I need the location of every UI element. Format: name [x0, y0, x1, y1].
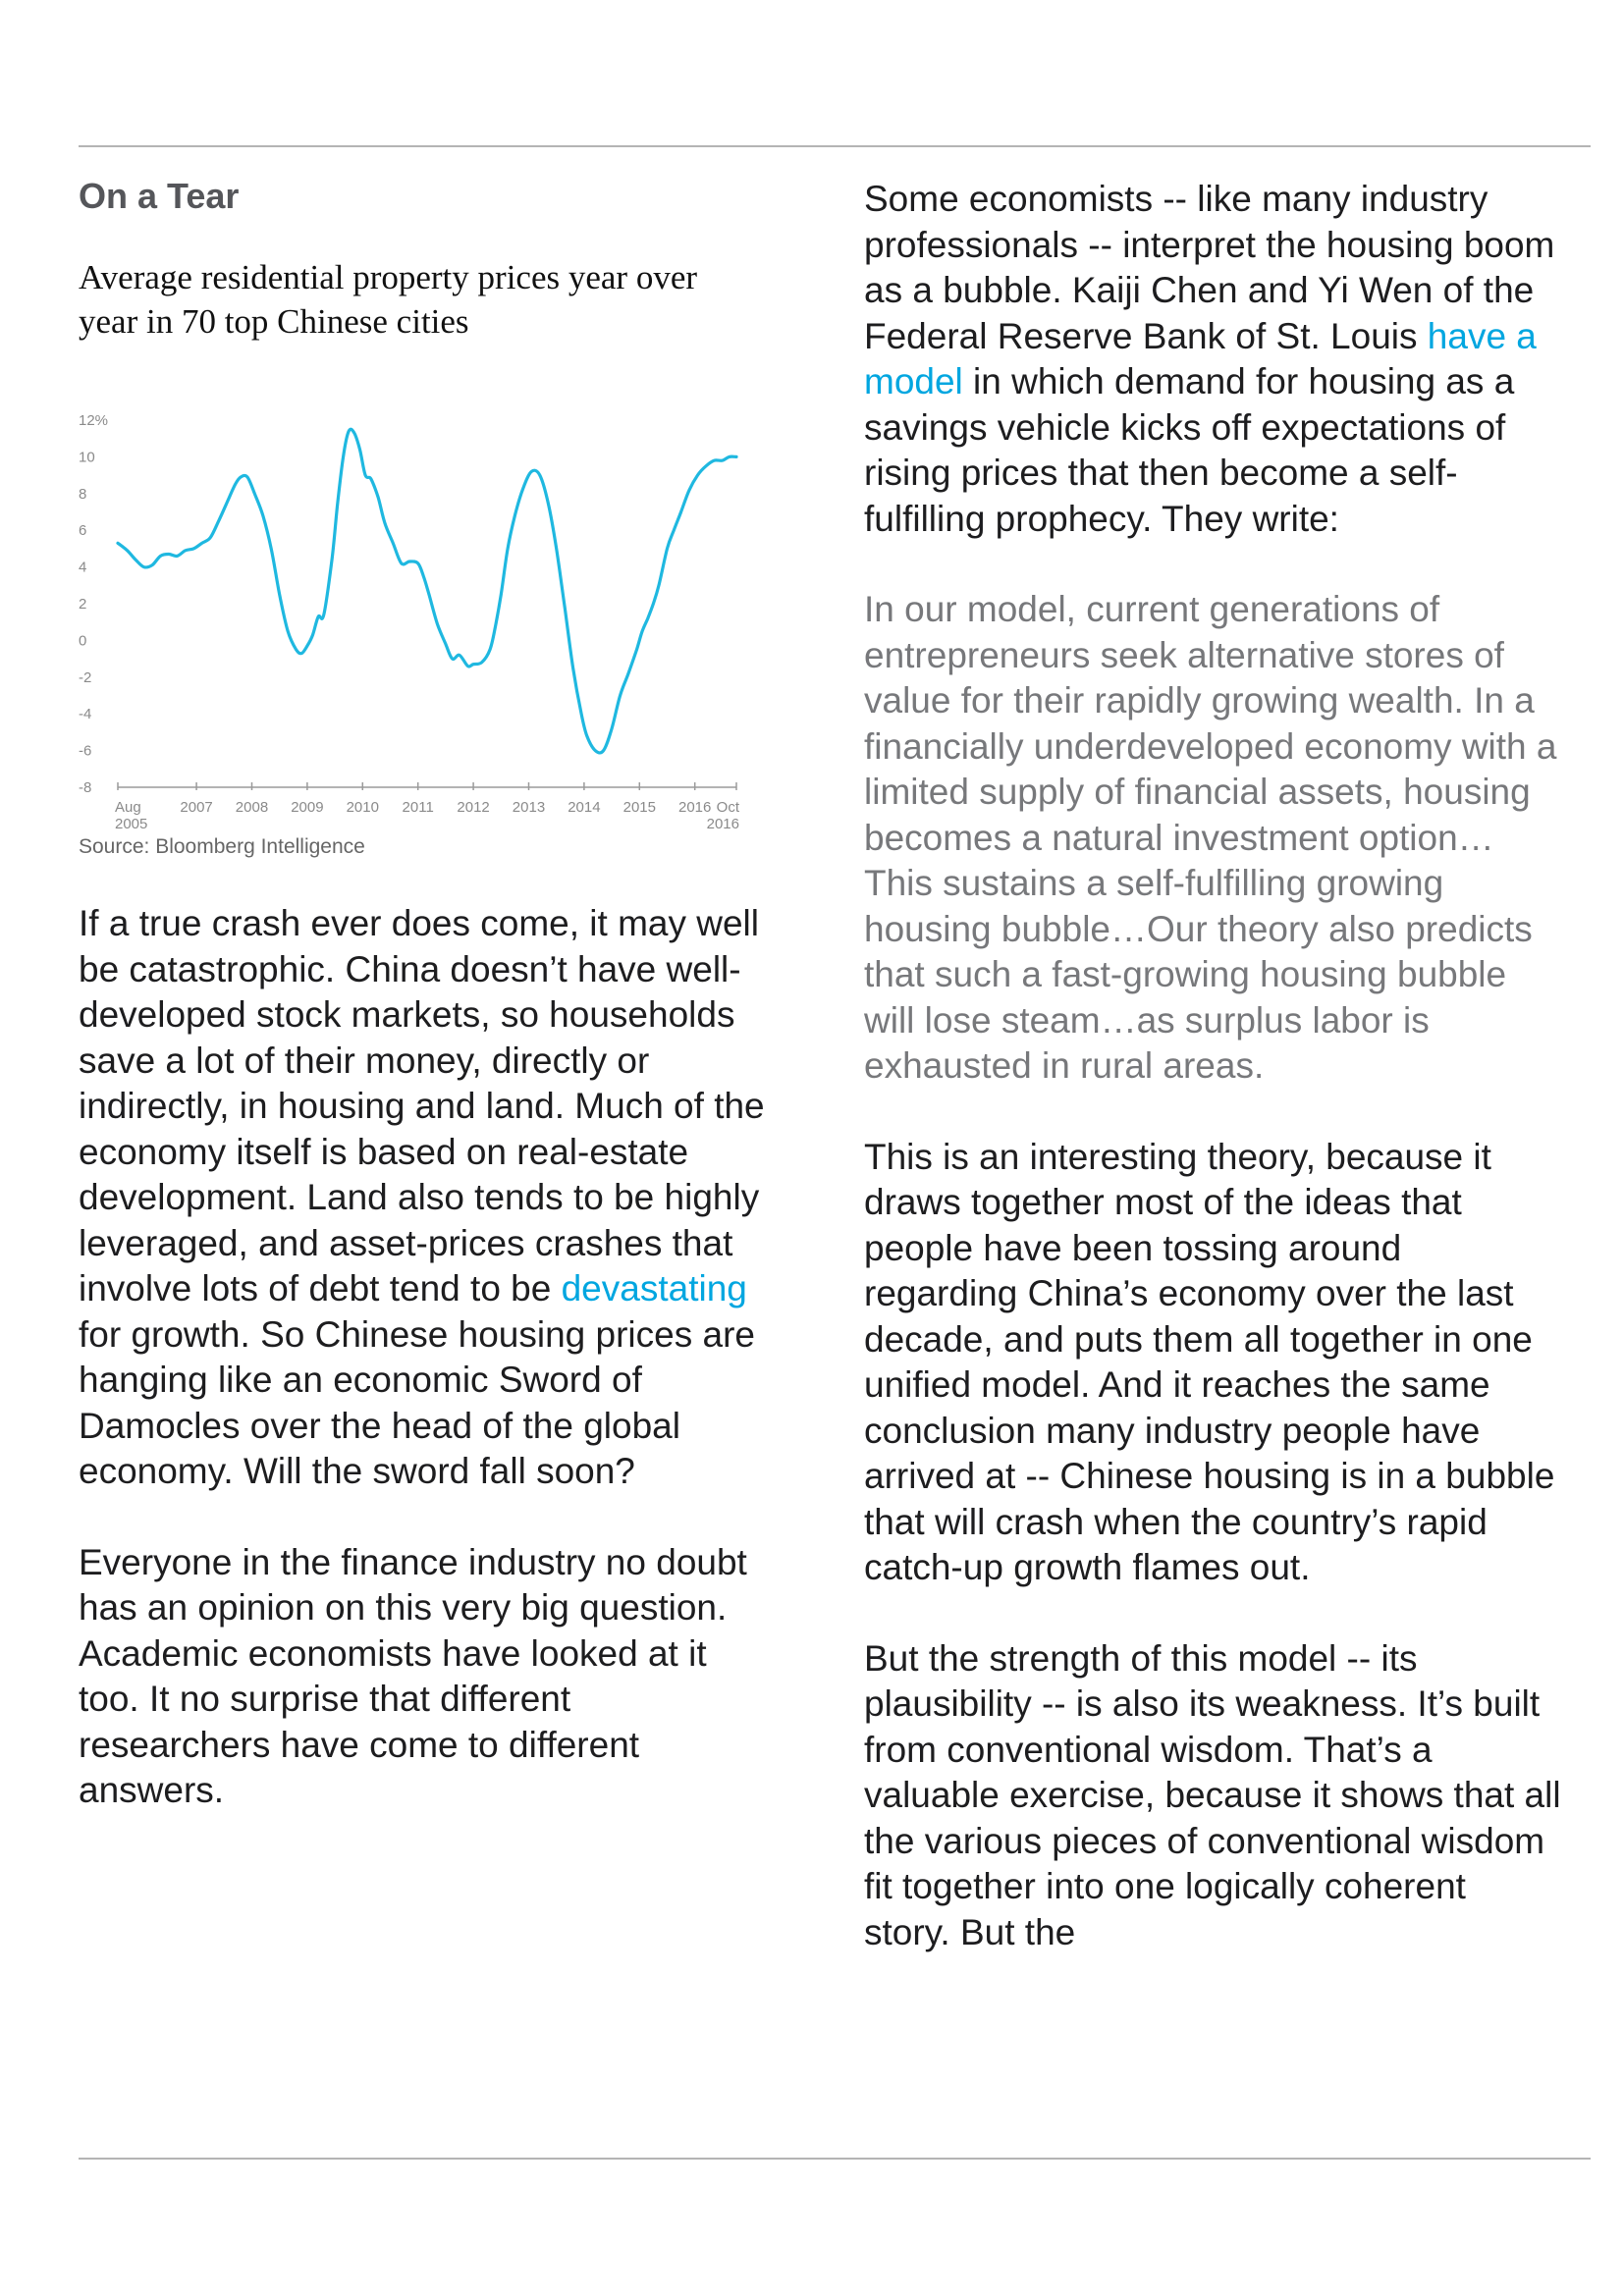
right-column	[864, 177, 1561, 1955]
series-line	[118, 429, 736, 753]
x-tick-label-year: 2016	[706, 816, 739, 832]
y-tick-label: 12%	[79, 412, 109, 429]
x-tick-label: Oct	[716, 799, 739, 816]
y-tick-label: -2	[79, 668, 92, 686]
chart-subtitle: Average residential property prices year over year in 70 top Chinese cities	[79, 258, 698, 341]
left-paragraph-2: Everyone in the finance industry no doubt has an opinion on this very big question. Academic economists have looked at it too. It no surprise that different researchers have come to different answers.	[79, 1541, 747, 1810]
block-quote: In our model, current generations of entrepreneurs seek alternative stores of value for their rapidly growing wealth. In a financially underdeveloped economy with a limited supply of financial assets, housing becomes a natural investment option…This sustains a self-fulfilling growing housing bubble…Our theory also predicts that such a fast-growing housing bubble will lose steam…as surplus labor is exhausted in rural areas.	[864, 589, 1557, 1086]
y-tick-label: 0	[79, 632, 87, 650]
devastating-link[interactable]: devastating	[561, 1268, 747, 1308]
x-tick-label: 2016	[678, 799, 712, 816]
x-tick-label-year: 2005	[115, 816, 148, 832]
x-tick-label: 2014	[568, 799, 601, 816]
y-tick-label: -6	[79, 742, 92, 760]
y-tick-label: -4	[79, 706, 92, 723]
x-tick-label: 2012	[457, 799, 490, 816]
y-tick-label: 4	[79, 559, 87, 576]
right-paragraph-1-text-a: Some economists -- like many industry professionals -- interpret the housing boom as a bubble. Kaiji Chen and Yi Wen of the Federal Reserve Bank of St. Louis	[864, 179, 1555, 356]
x-tick-label: Aug	[115, 799, 141, 816]
y-tick-label: 10	[79, 449, 95, 466]
chart-source: Source: Bloomberg Intelligence	[79, 835, 365, 858]
right-paragraph-3: But the strength of this model -- its plausibility -- is also its weakness. It’s built from conventional wisdom. That’s a valuable exercise, because it shows that all the various pieces of conventional wisdom fit together into one logically coherent story. But the	[864, 1637, 1561, 1952]
right-paragraph-2: This is an interesting theory, because it draws together most of the ideas that people have been tossing around regarding China’s economy over the last decade, and puts them all together in one unified model. And it reaches the same conclusion many industry people have arrived at -- Chinese housing is in a bubble that will crash when the country’s rapid catch-up growth flames out.	[864, 1136, 1555, 1587]
y-tick-label: 8	[79, 485, 87, 503]
right-paragraph-1	[864, 177, 1561, 542]
line-chart	[79, 402, 766, 834]
left-paragraph-1-text-a: If a true crash ever does come, it may well be catastrophic. China doesn’t have well-developed stock markets, so households save a lot of their money, directly or indirectly, in housing and land. Much of the economy itself is based on real-estate development. Land also tends to be highly leveraged, and asset-prices crashes that involve lots of debt tend to be	[79, 903, 765, 1308]
top-divider	[79, 145, 1591, 147]
x-tick-label: 2013	[512, 799, 546, 816]
x-tick-label: 2010	[346, 799, 379, 816]
y-tick-label: 6	[79, 522, 87, 540]
x-tick-label: 2015	[622, 799, 656, 816]
y-tick-label: -8	[79, 779, 92, 796]
left-paragraph-1-text-b: for growth. So Chinese housing prices are hanging like an economic Sword of Damocles over the head of the global economy. Will the sword fall soon?	[79, 1313, 755, 1491]
left-column	[79, 177, 766, 1814]
have-a-model-link[interactable]: have a model	[864, 315, 1537, 401]
chart	[79, 402, 766, 834]
x-tick-label: 2009	[291, 799, 324, 816]
left-paragraph-1	[79, 901, 766, 1495]
chart-title: On a Tear	[79, 176, 240, 216]
right-paragraph-1-text-b: in which demand for housing as a savings vehicle kicks off expectations of rising prices that then become a self-fulfilling prophecy. They write:	[864, 361, 1515, 539]
x-tick-label: 2008	[235, 799, 269, 816]
x-tick-label: 2011	[402, 799, 434, 816]
bottom-divider	[79, 2158, 1591, 2160]
y-tick-label: 2	[79, 596, 87, 613]
x-tick-label: 2007	[180, 799, 213, 816]
